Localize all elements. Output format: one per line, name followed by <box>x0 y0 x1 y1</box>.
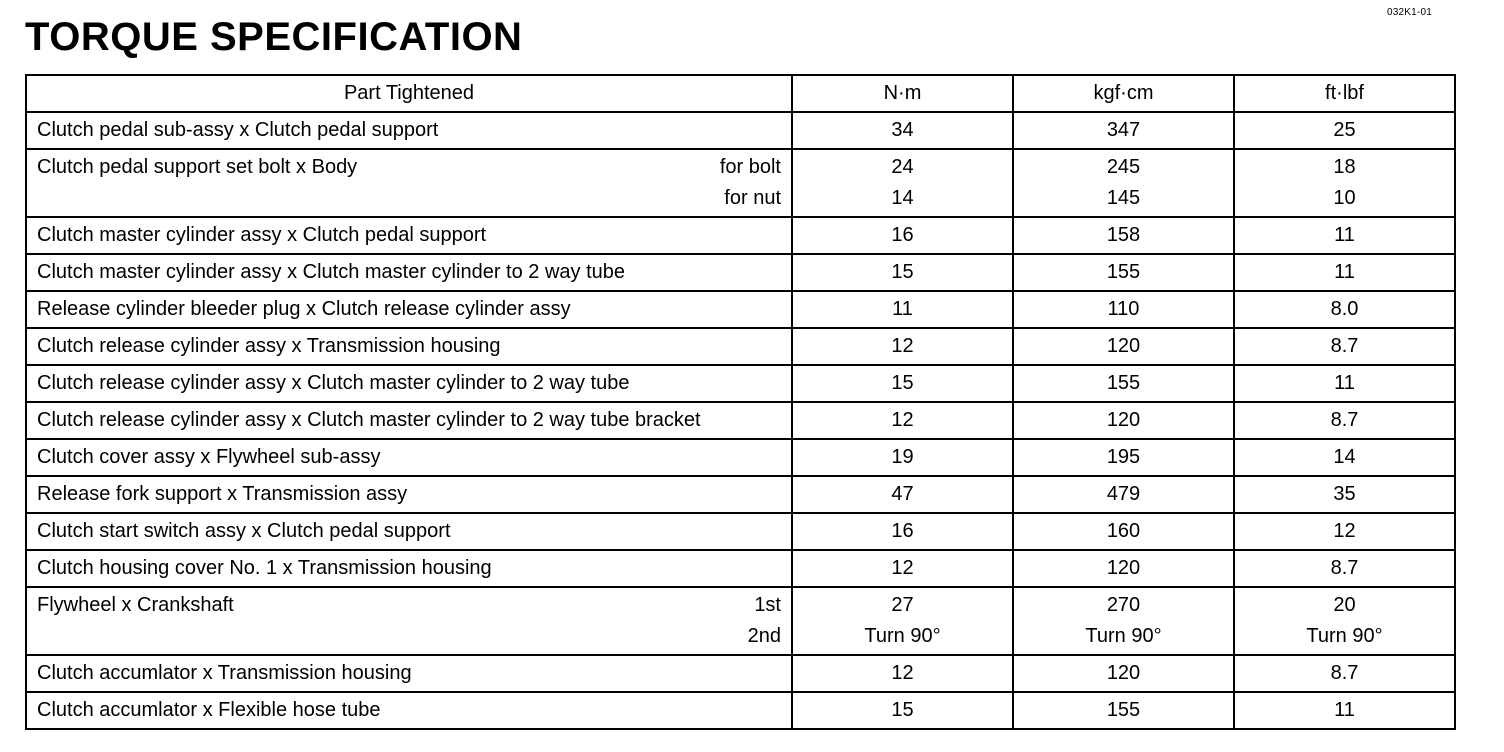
part-name: Clutch master cylinder assy x Clutch master cylinder to 2 way tube <box>37 261 625 283</box>
nm-cell <box>792 513 1013 550</box>
ftlbf-value: 8.0 <box>1330 298 1359 320</box>
kgfcm-value: 270 <box>1106 594 1141 616</box>
kgfcm-value: 120 <box>1106 409 1141 431</box>
table-header-row <box>26 75 1455 112</box>
nm-value: 15 <box>891 372 914 394</box>
nm-cell <box>792 365 1013 402</box>
ftlbf-value: 18 <box>1333 156 1356 178</box>
kgfcm-value: 145 <box>1106 187 1141 209</box>
nm-value: 12 <box>891 662 914 684</box>
nm-value: 47 <box>891 483 914 505</box>
kgfcm-cell <box>1013 692 1234 729</box>
part-name: Clutch release cylinder assy x Clutch master cylinder to 2 way tube <box>37 372 630 394</box>
part-name: Clutch release cylinder assy x Transmission housing <box>37 335 501 357</box>
part-cell <box>26 692 792 729</box>
kgfcm-value: Turn 90° <box>1085 625 1162 647</box>
part-cell <box>26 112 792 149</box>
ftlbf-cell <box>1234 476 1455 513</box>
nm-cell <box>792 476 1013 513</box>
ftlbf-value: 11 <box>1334 224 1355 246</box>
part-cell <box>26 254 792 291</box>
kgfcm-value: 347 <box>1106 119 1141 141</box>
ftlbf-value: 25 <box>1333 119 1356 141</box>
ftlbf-cell <box>1234 655 1455 692</box>
nm-value: 24 <box>891 156 914 178</box>
ftlbf-value: 8.7 <box>1330 409 1359 431</box>
table-row <box>26 587 1455 655</box>
part-name: Clutch release cylinder assy x Clutch master cylinder to 2 way tube bracket <box>37 409 701 431</box>
ftlbf-cell <box>1234 365 1455 402</box>
kgfcm-cell <box>1013 513 1234 550</box>
ftlbf-value: Turn 90° <box>1306 625 1383 647</box>
kgfcm-cell <box>1013 402 1234 439</box>
ftlbf-cell <box>1234 328 1455 365</box>
table-row <box>26 217 1455 254</box>
nm-value: 12 <box>891 409 914 431</box>
kgfcm-value: 158 <box>1106 224 1141 246</box>
part-name: Clutch accumlator x Transmission housing <box>37 662 412 684</box>
kgfcm-cell <box>1013 291 1234 328</box>
page-title: TORQUE SPECIFICATION <box>25 15 523 59</box>
part-sub-label: 2nd <box>747 625 781 647</box>
part-cell <box>26 365 792 402</box>
ftlbf-value: 8.7 <box>1330 557 1359 579</box>
nm-value: 15 <box>891 261 914 283</box>
nm-value: 12 <box>891 335 914 357</box>
part-cell <box>26 328 792 365</box>
nm-value: 14 <box>891 187 914 209</box>
table-row <box>26 365 1455 402</box>
ftlbf-cell <box>1234 402 1455 439</box>
header-kgfcm: kgf·cm <box>1013 75 1234 112</box>
nm-cell <box>792 587 1013 655</box>
part-cell <box>26 476 792 513</box>
kgfcm-cell <box>1013 655 1234 692</box>
part-name: Clutch pedal sub-assy x Clutch pedal support <box>37 119 439 141</box>
nm-cell <box>792 254 1013 291</box>
nm-cell <box>792 655 1013 692</box>
ftlbf-value: 12 <box>1333 520 1356 542</box>
table-row <box>26 692 1455 729</box>
ftlbf-value: 20 <box>1333 594 1356 616</box>
part-cell <box>26 217 792 254</box>
nm-value: 16 <box>891 520 914 542</box>
ftlbf-value: 8.7 <box>1330 662 1359 684</box>
table-row <box>26 402 1455 439</box>
ftlbf-value: 11 <box>1334 699 1355 721</box>
part-cell <box>26 291 792 328</box>
nm-value: 34 <box>891 119 914 141</box>
nm-cell <box>792 439 1013 476</box>
table-row <box>26 550 1455 587</box>
part-sub-label: for bolt <box>719 156 781 178</box>
table-row <box>26 439 1455 476</box>
part-cell <box>26 587 792 655</box>
ftlbf-value: 35 <box>1333 483 1356 505</box>
part-cell <box>26 439 792 476</box>
ftlbf-cell <box>1234 439 1455 476</box>
kgfcm-value: 110 <box>1107 298 1140 320</box>
table-row <box>26 149 1455 217</box>
kgfcm-cell <box>1013 587 1234 655</box>
torque-spec-table <box>25 74 1456 730</box>
ftlbf-cell <box>1234 254 1455 291</box>
part-name: Flywheel x Crankshaft <box>37 594 234 616</box>
nm-value: 19 <box>891 446 914 468</box>
part-name: Clutch cover assy x Flywheel sub-assy <box>37 446 381 468</box>
kgfcm-cell <box>1013 149 1234 217</box>
kgfcm-cell <box>1013 439 1234 476</box>
nm-cell <box>792 217 1013 254</box>
table-row <box>26 476 1455 513</box>
header-ftlbf: ft·lbf <box>1234 75 1455 112</box>
document-code: 032K1-01 <box>1387 7 1432 18</box>
table-row <box>26 254 1455 291</box>
nm-value: 15 <box>891 699 914 721</box>
part-name: Clutch master cylinder assy x Clutch pedal support <box>37 224 487 246</box>
part-name: Release cylinder bleeder plug x Clutch release cylinder assy <box>37 298 571 320</box>
nm-value: 11 <box>892 298 913 320</box>
kgfcm-value: 155 <box>1106 699 1141 721</box>
table-row <box>26 328 1455 365</box>
part-cell <box>26 149 792 217</box>
part-name: Clutch pedal support set bolt x Body <box>37 156 358 178</box>
ftlbf-value: 8.7 <box>1330 335 1359 357</box>
nm-cell <box>792 402 1013 439</box>
ftlbf-value: 10 <box>1333 187 1356 209</box>
kgfcm-cell <box>1013 217 1234 254</box>
part-cell <box>26 655 792 692</box>
nm-cell <box>792 692 1013 729</box>
kgfcm-cell <box>1013 328 1234 365</box>
nm-cell <box>792 149 1013 217</box>
kgfcm-cell <box>1013 550 1234 587</box>
table-row <box>26 291 1455 328</box>
part-cell <box>26 513 792 550</box>
ftlbf-cell <box>1234 513 1455 550</box>
header-part-tightened: Part Tightened <box>26 75 792 112</box>
kgfcm-value: 160 <box>1106 520 1141 542</box>
nm-cell <box>792 550 1013 587</box>
nm-cell <box>792 328 1013 365</box>
part-name: Clutch housing cover No. 1 x Transmission housing <box>37 557 492 579</box>
ftlbf-cell <box>1234 291 1455 328</box>
part-name: Release fork support x Transmission assy <box>37 483 408 505</box>
nm-value: Turn 90° <box>864 625 941 647</box>
kgfcm-value: 195 <box>1106 446 1141 468</box>
kgfcm-value: 120 <box>1106 557 1141 579</box>
table-row <box>26 513 1455 550</box>
kgfcm-cell <box>1013 254 1234 291</box>
ftlbf-cell <box>1234 550 1455 587</box>
ftlbf-cell <box>1234 587 1455 655</box>
table-row <box>26 655 1455 692</box>
nm-cell <box>792 291 1013 328</box>
nm-value: 12 <box>891 557 914 579</box>
ftlbf-value: 11 <box>1334 372 1355 394</box>
ftlbf-cell <box>1234 217 1455 254</box>
ftlbf-cell <box>1234 149 1455 217</box>
part-name: Clutch accumlator x Flexible hose tube <box>37 699 381 721</box>
part-sub-label: 1st <box>754 594 781 616</box>
ftlbf-cell <box>1234 112 1455 149</box>
kgfcm-value: 479 <box>1106 483 1141 505</box>
part-cell <box>26 402 792 439</box>
kgfcm-cell <box>1013 112 1234 149</box>
kgfcm-value: 155 <box>1106 261 1141 283</box>
kgfcm-value: 155 <box>1106 372 1141 394</box>
table-row <box>26 112 1455 149</box>
kgfcm-cell <box>1013 365 1234 402</box>
kgfcm-value: 120 <box>1106 662 1141 684</box>
nm-value: 27 <box>891 594 914 616</box>
nm-value: 16 <box>891 224 914 246</box>
kgfcm-value: 120 <box>1106 335 1141 357</box>
ftlbf-value: 11 <box>1334 261 1355 283</box>
part-cell <box>26 550 792 587</box>
kgfcm-cell <box>1013 476 1234 513</box>
nm-cell <box>792 112 1013 149</box>
part-name: Clutch start switch assy x Clutch pedal support <box>37 520 451 542</box>
ftlbf-cell <box>1234 692 1455 729</box>
kgfcm-value: 245 <box>1106 156 1141 178</box>
ftlbf-value: 14 <box>1333 446 1356 468</box>
part-sub-label: for nut <box>724 187 781 209</box>
header-nm: N·m <box>792 75 1013 112</box>
